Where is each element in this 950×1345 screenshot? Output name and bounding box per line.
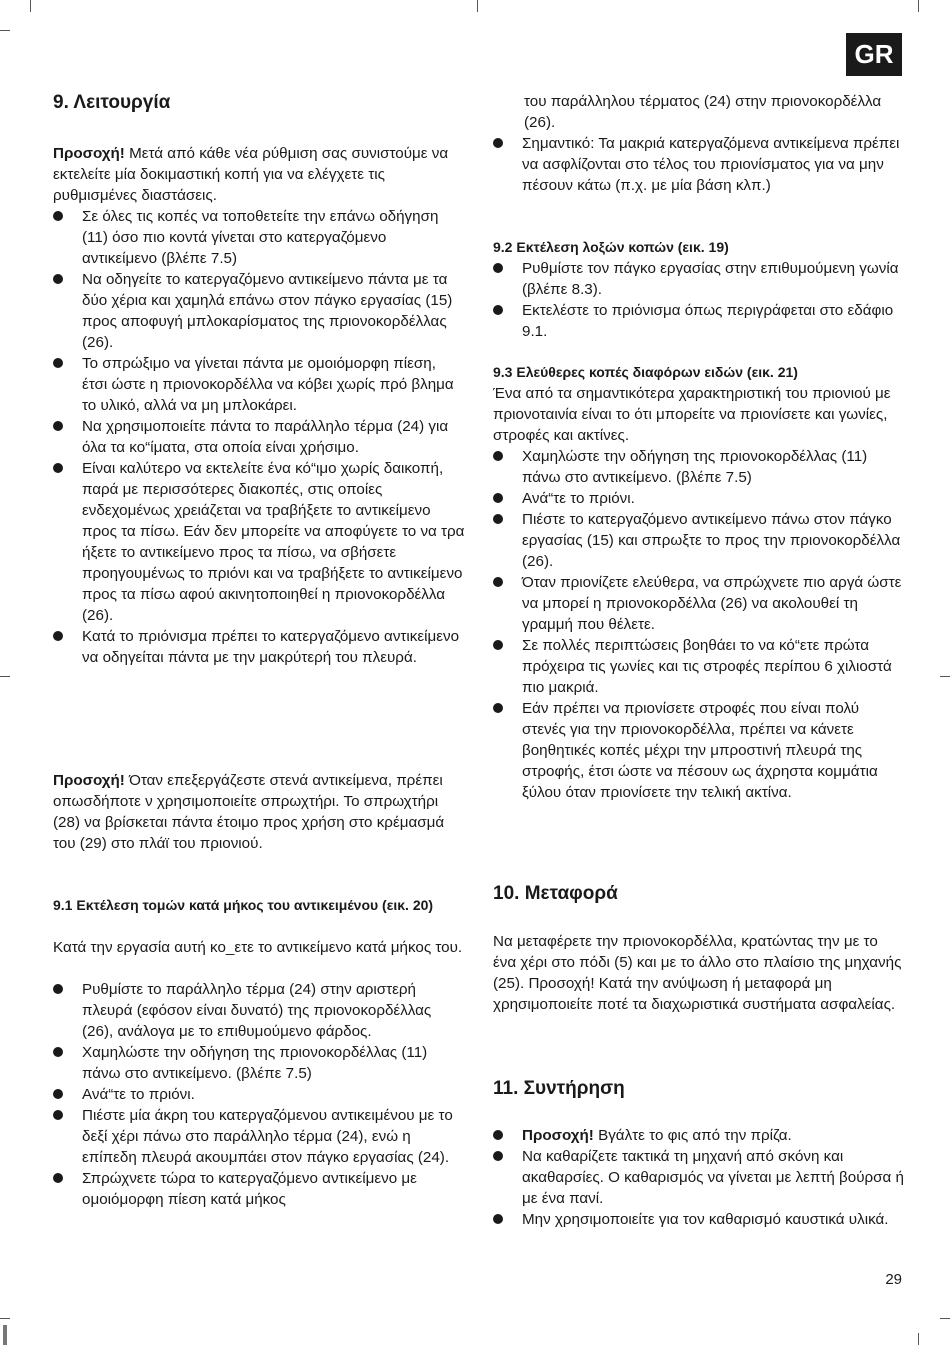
list-item: Να χρησιμοποιείτε πάντα το παράλληλο τέρμα (24) για όλα τα κο“ίματα, στα οποία είναι χρήσιμο.: [53, 416, 465, 458]
list-item: Ανά“τε το πριόνι.: [493, 488, 905, 509]
crop-mark: [940, 676, 950, 677]
list-item: Ανά“τε το πριόνι.: [53, 1084, 465, 1105]
section-9-1-title: 9.1 Εκτέλεση τομών κατά μήκος του αντικειμένου (εικ. 20): [53, 897, 434, 913]
warning-label: Προσοχή!: [53, 145, 125, 162]
language-badge: GR: [846, 33, 902, 76]
list-item: Μην χρησιμοποιείτε για τον καθαρισμό καυστικά υλικά.: [493, 1209, 905, 1230]
list-item: Είναι καλύτερο να εκτελείτε ένα κό“ιμο χωρίς δαικοπή, παρά με περισσότερες διακοπές, στις οποίες ενδεχομένως χρειάζεται να τραβήξετε το αντικείμενο προς τα πίσω. Εάν δεν μπορείτε να αποφύγετε το να τρα ήξετε το αντικείμενο προς τα πίσω, να σβήσετε προηγουμένως το πριόνι και να τραβήξετε το αντικείμενο προς τα πίσω αφού ακινητοποιηθεί η πριονοκορδέλλα (26).: [53, 458, 465, 626]
list-item: Το σπρώξιμο να γίνεται πάντα με ομοιόμορφη πίεση, έτσι ώστε η πριονοκορδέλλα να κόβει χωρίς πρό βλημα το υλικό, αλλά να μη μπλοκάρει.: [53, 353, 465, 416]
section-9-2-bullet-list: [493, 258, 905, 342]
list-item: Ρυθμίστε το παράλληλο τέρμα (24) στην αριστερή πλευρά (εφόσον είναι δυνατό) της πριονοκορδέλλας (26), ανάλογα με το επιθυμούμενο φάρδος.: [53, 979, 465, 1042]
list-item: Να καθαρίζετε τακτικά τη μηχανή από σκόνη και ακαθαρσίες. Ο καθαρισμός να γίνεται με λεπτή βούρσα ή με ένα πανί.: [493, 1146, 905, 1209]
warning-text: Βγάλτε το φις από την πρίζα.: [598, 1127, 792, 1144]
list-item: Πιέστε μία άκρη του κατεργαζόμενου αντικειμένου με το δεξί χέρι πάνω στο παράλληλο τέρμα (24), ενώ η επίπεδη πλευρά ακουμπάει στον πάγκο εργασίας (24).: [53, 1105, 465, 1168]
crop-mark: [477, 0, 478, 12]
crop-mark: [0, 30, 10, 31]
crop-mark: [918, 1333, 919, 1345]
list-item: Σε όλες τις κοπές να τοποθετείτε την επάνω οδήγηση (11) όσο πιο κοντά γίνεται στο κατεργαζόμενο αντικείμενο (βλέπε 7.5): [53, 206, 465, 269]
crop-mark: [3, 1325, 7, 1345]
list-item: Πιέστε το κατεργαζόμενο αντικείμενο πάνω στον πάγκο εργασίας (15) και σπρωξτε το προς την πριονοκορδέλλα (26).: [493, 509, 905, 572]
warning-label: Προσοχή!: [522, 1127, 594, 1144]
warning-text: Όταν επεξεργάζεστε στενά αντικείμενα, πρέπει οπωσδήποτε ν χρησιμοποιείτε σπρωχτήρι. Το σπρωχτήρι (28) να βρίσκεται πάντα έτοιμο προς χρήση στο κρέμασμά του (29) στο πλάϊ του πριονιού.: [53, 772, 445, 852]
top-bullet-list: [493, 133, 905, 196]
section-11-bullet-list: [493, 1125, 905, 1230]
list-item: Σημαντικό: Τα μακριά κατεργαζόμενα αντικείμενα πρέπει να ασφλίζονται στο τέλος του πριονίσματος για να μην πέσουν κάτω (π.χ. με μία βάση κλπ.): [493, 133, 905, 196]
section-10-title: 10. Μεταφορά: [493, 883, 618, 904]
continued-text: του παράλληλου τέρματος (24) στην πριονοκορδέλλα (26).: [524, 93, 882, 131]
section-9-2-title: 9.2 Εκτέλεση λοξών κοπών (εικ. 19): [493, 239, 729, 255]
warning-paragraph-1: [53, 143, 465, 206]
section-9-title: 9. Λειτουργία: [53, 92, 171, 113]
list-item: [493, 1125, 905, 1146]
list-item: Ρυθμίστε τον πάγκο εργασίας στην επιθυμούμενη γωνία (βλέπε 8.3).: [493, 258, 905, 300]
list-item: Εάν πρέπει να πριονίσετε στροφές που είναι πολύ στενές για την πριονοκορδέλλα, πρέπει να κάνετε βοηθητικές κοπές μέχρι την μπροστινή πλευρά της στροφής, έτσι ώστε να πέσουν ως άχρηστα κομμάτια ξύλου όταν πριονίσετε την τελική ακτίνα.: [493, 698, 905, 803]
warning-label: Προσοχή!: [53, 772, 125, 789]
crop-mark: [0, 676, 10, 677]
section-9-1-intro: Κατά την εργασία αυτή κο_ετε το αντικείμενο κατά μήκος του.: [53, 939, 463, 956]
section-10-text: Να μεταφέρετε την πριονοκορδέλλα, κρατώντας την με το ένα χέρι στο πόδι (5) και με το άλλο στο πλαίσιο της μηχανής (25). Προσοχή! Κατά την ανύψωση ή μεταφορά μη χρησιμοποιείτε ποτέ τα διαχωριστικά συστήματα ασφαλείας.: [493, 933, 902, 1013]
list-item: Να οδηγείτε το κατεργαζόμενο αντικείμενο πάντα με τα δύο χέρια και χαμηλά επάνω στον πάγκο εργασίας (15) προς αποφυγή μπλοκαρίσματος της πριονοκορδέλλας (26).: [53, 269, 465, 353]
section-9-3-intro: Ένα από τα σημαντικότερα χαρακτηριστική του πριονιού με πριονοταινία είναι το ότι μπορείτε να πριονίσετε και γωνίες, στροφές και ακτίνες.: [493, 385, 891, 444]
list-item: Όταν πριονίζετε ελεύθερα, να σπρώχνετε πιο αργά ώστε να μπορεί η πριονοκορδέλλα (26) να ακολουθεί τη γραμμή που θέλετε.: [493, 572, 905, 635]
crop-mark: [0, 1318, 10, 1319]
list-item: Κατά το πριόνισμα πρέπει το κατεργαζόμενο αντικείμενο να οδηγείται πάντα με την μακρύτερή του πλευρά.: [53, 626, 465, 668]
crop-mark: [30, 0, 31, 12]
list-item: Σπρώχνετε τώρα το κατεργαζόμενο αντικείμενο με ομοιόμορφη πίεση κατά μήκος: [53, 1168, 465, 1210]
section-9-3-bullet-list: [493, 446, 905, 803]
section-9-1-bullet-list: [53, 979, 465, 1210]
list-item: Εκτελέστε το πριόνισμα όπως περιγράφεται στο εδάφιο 9.1.: [493, 300, 905, 342]
crop-mark: [918, 0, 919, 12]
operation-bullet-list: [53, 206, 465, 668]
list-item: Χαμηλώστε την οδήγηση της πριονοκορδέλλας (11) πάνω στο αντικείμενο. (βλέπε 7.5): [493, 446, 905, 488]
section-9-3-title: 9.3 Ελεύθερες κοπές διαφόρων ειδών (εικ. 21): [493, 364, 798, 380]
list-item: Χαμηλώστε την οδήγηση της πριονοκορδέλλας (11) πάνω στο αντικείμενο. (βλέπε 7.5): [53, 1042, 465, 1084]
crop-mark: [940, 1318, 950, 1319]
list-item: Σε πολλές περιπτώσεις βοηθάει το να κό“ετε πρώτα πρόχειρα τις γωνίες και τις στροφές περίπου 6 χιλιοστά πιο μακριά.: [493, 635, 905, 698]
page-number: 29: [885, 1271, 902, 1288]
section-11-title: 11. Συντήρηση: [493, 1078, 625, 1099]
warning-paragraph-2: [53, 770, 465, 854]
warning-text: Μετά από κάθε νέα ρύθμιση σας συνιστούμε να εκτελείτε μία δοκιμαστική κοπή για να ελέγχετε τις ρυθμισμένες διαστάσεις.: [53, 145, 449, 204]
